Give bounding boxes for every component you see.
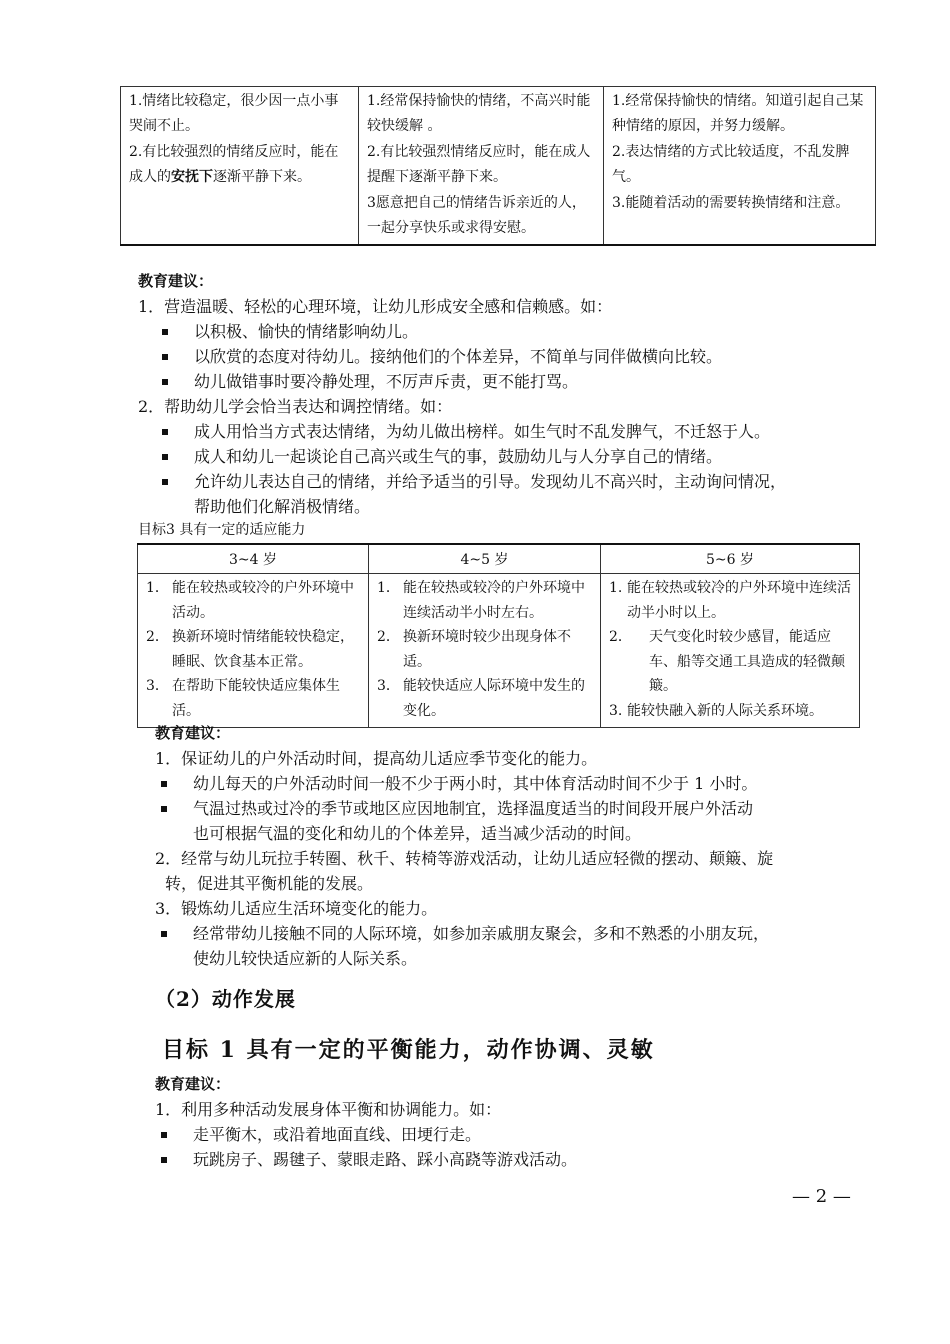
bullet-text: 也可根据气温的变化和幼儿的个体差异，适当减少活动的时间。 bbox=[193, 824, 642, 843]
cell-item-text: 换新环境时情绪能较快稳定，睡眠、饮食基本正常。 bbox=[172, 629, 354, 670]
cell-item-number: 3． bbox=[377, 678, 400, 694]
bullet-text: 玩跳房子、踢毽子、蒙眼走路、踩小高跷等游戏活动。 bbox=[193, 1150, 578, 1169]
bullet-item-continued bbox=[155, 821, 875, 846]
emotion-table bbox=[120, 86, 876, 246]
table-cell bbox=[369, 574, 601, 728]
bullet-text: 气温过热或过冷的季节或地区应因地制宜，选择温度适当的时间段开展户外活动 bbox=[193, 799, 754, 818]
cell-item bbox=[129, 140, 352, 189]
advice-item: 2．经常与幼儿玩拉手转圈、秋千、转椅等游戏活动，让幼儿适应轻微的摆动、颠簸、旋 bbox=[155, 849, 774, 868]
bullet-item bbox=[138, 444, 878, 469]
cell-item-number: 3． bbox=[146, 678, 169, 694]
advice-block-2 bbox=[155, 721, 875, 971]
advice-item: 1．保证幼儿的户外活动时间，提高幼儿适应季节变化的能力。 bbox=[155, 749, 598, 768]
bullet-item bbox=[138, 419, 878, 444]
cell-item-text: 能较快融入新的人际关系环境。 bbox=[627, 702, 823, 719]
bullet-text: 以欣赏的态度对待幼儿。接纳他们的个体差异，不简单与同伴做横向比较。 bbox=[194, 347, 723, 366]
table-row bbox=[121, 87, 876, 246]
cell-item bbox=[609, 576, 853, 625]
section-title: （2）动作发展 bbox=[155, 987, 296, 1011]
bullet-text: 幼儿每天的户外活动时间一般不少于两小时，其中体育活动时间不少于 1 小时。 bbox=[193, 774, 758, 793]
bullet-square-icon bbox=[161, 1157, 167, 1163]
advice-item: 1．营造温暖、轻松的心理环境，让幼儿形成安全感和信赖感。如： bbox=[138, 297, 613, 316]
table-row bbox=[138, 574, 860, 728]
table-cell bbox=[601, 574, 860, 728]
cell-item bbox=[377, 625, 594, 674]
advice-heading: 教育建议： bbox=[155, 1075, 231, 1093]
cell-item bbox=[146, 674, 362, 723]
bullet-square-icon bbox=[162, 479, 168, 485]
cell-item-emphasis: 安抚下 bbox=[171, 168, 213, 185]
cell-item-number: 3. bbox=[609, 702, 623, 719]
cell-item: 1.经常保持愉快的情绪。知道引起自己某种情绪的原因，并努力缓解。 bbox=[612, 93, 864, 134]
advice-item: 1．利用多种活动发展身体平衡和协调能力。如： bbox=[155, 1100, 502, 1119]
bullet-text: 以积极、愉快的情绪影响幼儿。 bbox=[194, 322, 419, 341]
cell-item: 2.表达情绪的方式比较适度，不乱发脾气。 bbox=[612, 144, 850, 185]
page-number: — 2 — bbox=[792, 1186, 851, 1207]
cell-item: 1.情绪比较稳定，很少因一点小事哭闹不止。 bbox=[129, 93, 339, 134]
cell-item-text: 能在较热或较冷的户外环境中活动。 bbox=[172, 580, 354, 621]
bullet-item bbox=[138, 469, 878, 494]
goal-label: 目标3 具有一定的适应能力 bbox=[138, 522, 306, 538]
cell-item-number: 2． bbox=[609, 629, 632, 645]
bullet-item-continued bbox=[155, 946, 875, 971]
table-cell bbox=[359, 87, 604, 246]
table-cell bbox=[604, 87, 876, 246]
bullet-item bbox=[155, 796, 875, 821]
bullet-item-continued bbox=[138, 494, 878, 519]
bullet-square-icon bbox=[162, 379, 168, 385]
bullet-text: 成人和幼儿一起谈论自己高兴或生气的事，鼓励幼儿与人分享自己的情绪。 bbox=[194, 447, 723, 466]
table-header-row bbox=[138, 544, 860, 574]
bullet-square-icon bbox=[162, 429, 168, 435]
advice-heading: 教育建议： bbox=[138, 272, 214, 290]
cell-item-number: 1． bbox=[377, 580, 400, 596]
adaptation-table bbox=[137, 543, 860, 728]
cell-item bbox=[377, 576, 594, 625]
bullet-square-icon bbox=[161, 781, 167, 787]
advice-heading: 教育建议： bbox=[155, 724, 231, 742]
bullet-item bbox=[155, 1122, 875, 1147]
bullet-square-icon bbox=[161, 931, 167, 937]
advice-item: 3．锻炼幼儿适应生活环境变化的能力。 bbox=[155, 899, 438, 918]
cell-item-text-2: 逐渐平静下来。 bbox=[213, 168, 311, 185]
advice-block-3 bbox=[155, 1072, 875, 1172]
bullet-text: 成人用恰当方式表达情绪，为幼儿做出榜样。如生气时不乱发脾气，不迁怒于人。 bbox=[194, 422, 771, 441]
cell-item-text: 能在较热或较冷的户外环境中连续活动半小时以上。 bbox=[627, 580, 851, 621]
bullet-square-icon bbox=[162, 454, 168, 460]
bullet-item bbox=[155, 921, 875, 946]
cell-item bbox=[377, 674, 594, 723]
bullet-text: 帮助他们化解消极情绪。 bbox=[194, 497, 371, 516]
cell-item-text: 在帮助下能较快适应集体生活。 bbox=[172, 678, 340, 719]
cell-item-number: 2． bbox=[146, 629, 169, 645]
cell-item-text: 能较快适应人际环境中发生的变化。 bbox=[403, 678, 585, 719]
cell-item-text: 天气变化时较少感冒，能适应车、船等交通工具造成的轻微颠簸。 bbox=[649, 629, 845, 694]
table-cell bbox=[138, 574, 369, 728]
cell-item-number: 1． bbox=[146, 580, 169, 596]
bullet-text: 幼儿做错事时要冷静处理，不厉声斥责，更不能打骂。 bbox=[194, 372, 579, 391]
goal-title: 目标 1 具有一定的平衡能力，动作协调、灵敏 bbox=[162, 1037, 655, 1063]
bullet-square-icon bbox=[162, 329, 168, 335]
bullet-item bbox=[155, 771, 875, 796]
bullet-text: 允许幼儿表达自己的情绪，并给予适当的引导。发现幼儿不高兴时，主动询问情况， bbox=[194, 472, 787, 491]
advice-block-1 bbox=[138, 269, 878, 519]
cell-item bbox=[609, 625, 853, 699]
cell-item: 2.有比较强烈情绪反应时，能在成人提醒下逐渐平静下来。 bbox=[367, 144, 591, 185]
bullet-square-icon bbox=[161, 806, 167, 812]
cell-item bbox=[146, 625, 362, 674]
advice-item-continued: 转，促进其平衡机能的发展。 bbox=[165, 874, 374, 893]
cell-item: 3愿意把自己的情绪告诉亲近的人，一起分享快乐或求得安慰。 bbox=[367, 195, 586, 236]
cell-item-text: 换新环境时较少出现身体不适。 bbox=[403, 629, 571, 670]
bullet-square-icon bbox=[162, 354, 168, 360]
bullet-text: 经常带幼儿接触不同的人际环境，如参加亲戚朋友聚会，多和不熟悉的小朋友玩， bbox=[193, 924, 770, 943]
bullet-item bbox=[155, 1147, 875, 1172]
column-header: 4~5 岁 bbox=[369, 544, 601, 574]
advice-item: 2．帮助幼儿学会恰当表达和调控情绪。如： bbox=[138, 397, 453, 416]
bullet-item bbox=[138, 344, 878, 369]
bullet-item bbox=[138, 319, 878, 344]
bullet-text: 走平衡木，或沿着地面直线、田埂行走。 bbox=[193, 1125, 482, 1144]
cell-item-number: 1. bbox=[609, 580, 623, 596]
cell-item-text-1: 2.有比较强烈的情绪反应时，能在成人的 bbox=[129, 144, 339, 185]
column-header: 3~4 岁 bbox=[138, 544, 369, 574]
bullet-text: 使幼儿较快适应新的人际关系。 bbox=[193, 949, 418, 968]
bullet-square-icon bbox=[161, 1132, 167, 1138]
cell-item: 3.能随着活动的需要转换情绪和注意。 bbox=[612, 195, 850, 211]
bullet-item bbox=[138, 369, 878, 394]
cell-item-text: 能在较热或较冷的户外环境中连续活动半小时左右。 bbox=[403, 580, 585, 621]
table-cell bbox=[121, 87, 359, 246]
cell-item: 1.经常保持愉快的情绪，不高兴时能较快缓解 。 bbox=[367, 93, 591, 134]
cell-item bbox=[146, 576, 362, 625]
cell-item-number: 2． bbox=[377, 629, 400, 645]
column-header: 5~6 岁 bbox=[601, 544, 860, 574]
cell-item bbox=[609, 699, 853, 724]
